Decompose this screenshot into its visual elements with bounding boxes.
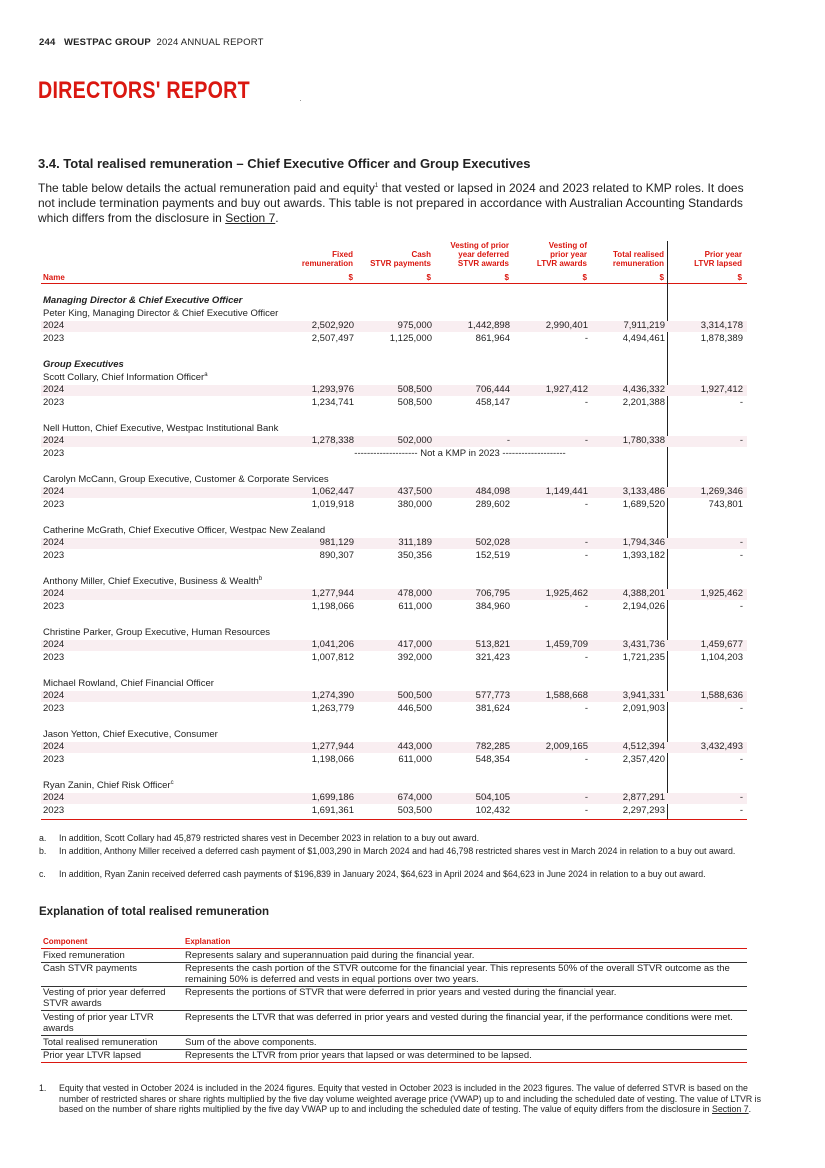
- value-cell: 508,500: [397, 397, 432, 408]
- value-cell: 2,507,497: [311, 333, 354, 344]
- table-row: [43, 741, 748, 753]
- value-cell: 443,000: [397, 741, 432, 752]
- value-cell: 1,263,779: [311, 703, 354, 714]
- value-cell: 1,019,918: [311, 499, 354, 510]
- explanation-header-rule: [41, 948, 747, 949]
- value-cell: 380,000: [397, 499, 432, 510]
- value-cell: -: [584, 333, 588, 344]
- value-cell: -: [739, 537, 743, 548]
- value-cell: 1,125,000: [389, 333, 432, 344]
- person-name: Carolyn McCann, Group Executive, Customer & Corporate Services: [43, 474, 329, 485]
- table-row: [43, 486, 748, 498]
- value-cell: 706,444: [475, 384, 510, 395]
- value-cell: 706,795: [475, 588, 510, 599]
- value-cell: 2,009,165: [545, 741, 588, 752]
- year-cell: 2023: [43, 499, 65, 510]
- value-cell: 437,500: [397, 486, 432, 497]
- table-row: [43, 384, 748, 396]
- component-column-header: Component: [43, 937, 88, 946]
- value-cell: 1,062,447: [311, 486, 354, 497]
- year-cell: 2024: [43, 690, 65, 701]
- value-cell: -: [739, 754, 743, 765]
- explanation-text: Represents the cash portion of the STVR outcome for the financial year. This represents 50% of the overall STVR outcome as the remaining 50% is deferred and vests in equal portions over two years.: [185, 963, 730, 985]
- year-cell: 2024: [43, 639, 65, 650]
- year-cell: 2024: [43, 792, 65, 803]
- value-cell: 321,423: [475, 652, 510, 663]
- person-name: Nell Hutton, Chief Executive, Westpac Institutional Bank: [43, 423, 279, 434]
- year-cell: 2023: [43, 652, 65, 663]
- footnote-section-7-link[interactable]: Section 7: [711, 1104, 749, 1114]
- value-cell: 417,000: [397, 639, 432, 650]
- explanation-component: Prior year LTVR lapsed: [43, 1050, 142, 1061]
- value-cell: 1,699,186: [311, 792, 354, 803]
- value-cell: 1,878,389: [700, 333, 743, 344]
- value-cell: 508,500: [397, 384, 432, 395]
- value-cell: 2,990,401: [545, 320, 588, 331]
- value-cell: -: [739, 703, 743, 714]
- value-cell: 1,459,677: [700, 639, 743, 650]
- year-cell: 2023: [43, 397, 65, 408]
- value-cell: 975,000: [397, 320, 432, 331]
- value-cell: 1,588,668: [545, 690, 588, 701]
- note-text: In addition, Ryan Zanin received deferred cash payments of $196,839 in January 2024, $64,623 in April 2024 and $64,623 in June 2024 in relation to a buy out award.: [59, 869, 706, 879]
- column-header: Cash STVR payments: [370, 250, 431, 268]
- page-title: DIRECTORS' REPORT: [38, 77, 250, 104]
- value-cell: 1,198,066: [311, 601, 354, 612]
- value-cell: -: [739, 792, 743, 803]
- value-cell: -: [739, 805, 743, 816]
- value-cell: 861,964: [475, 333, 510, 344]
- value-cell: -: [584, 792, 588, 803]
- table-row: [43, 397, 748, 409]
- column-unit: $: [737, 273, 742, 282]
- year-cell: 2023: [43, 333, 65, 344]
- note-label: b.: [39, 846, 47, 856]
- value-cell: -: [506, 435, 510, 446]
- value-cell: 1,293,976: [311, 384, 354, 395]
- table-row: [43, 537, 748, 549]
- value-cell: 1,927,412: [545, 384, 588, 395]
- table-row: [43, 320, 748, 332]
- note-label: c.: [39, 869, 46, 879]
- value-cell: 1,041,206: [311, 639, 354, 650]
- value-cell: 2,877,291: [622, 792, 665, 803]
- table-row: [43, 652, 748, 664]
- section-label-md: Managing Director & Chief Executive Officer: [43, 295, 243, 306]
- footnote-text: Equity that vested in October 2024 is included in the 2024 figures. Equity that vested in October 2023 is included in the 2023 figures. The value of deferred STVR is based on the number of restricted shares or share rights multiplied by the five day volume weighted average price (VWAP) up to and including the scheduled date of vesting. The value of LTVR is based on the number of share rights multiplied by the five day VWAP up to and including the scheduled date of testing. The value of equity differs from the disclosure in Section 7.: [59, 1083, 762, 1114]
- value-cell: 513,821: [475, 639, 510, 650]
- document-name: 2024 ANNUAL REPORT: [156, 37, 264, 48]
- value-cell: 1,007,812: [311, 652, 354, 663]
- explanation-component: Vesting of prior year deferred STVR awards: [43, 987, 166, 1009]
- explanation-text: Sum of the above components.: [185, 1037, 317, 1048]
- value-cell: 1,780,338: [622, 435, 665, 446]
- value-cell: 1,588,636: [700, 690, 743, 701]
- value-cell: 1,691,361: [311, 805, 354, 816]
- value-cell: 289,602: [475, 499, 510, 510]
- value-cell: 611,000: [398, 601, 432, 612]
- person-name: Christine Parker, Group Executive, Human Resources: [43, 627, 271, 638]
- year-cell: 2024: [43, 486, 65, 497]
- person-name: Scott Collary, Chief Information Officer$^a$: [43, 371, 208, 383]
- year-cell: 2024: [43, 741, 65, 752]
- value-cell: -: [584, 435, 588, 446]
- value-cell: 3,314,178: [700, 320, 743, 331]
- year-cell: 2024: [43, 537, 65, 548]
- explanation-row-rule: [41, 1062, 747, 1063]
- value-cell: 2,502,920: [311, 320, 354, 331]
- value-cell: 502,000: [397, 435, 432, 446]
- value-cell: 1,689,520: [622, 499, 665, 510]
- column-header: Vesting of prior year deferred STVR awards: [450, 241, 509, 268]
- value-cell: 3,432,493: [700, 741, 743, 752]
- section-heading: 3.4. Total realised remuneration – Chief Executive Officer and Group Executives: [38, 156, 531, 171]
- value-cell: 4,388,201: [622, 588, 665, 599]
- value-cell: 1,274,390: [311, 690, 354, 701]
- table-row: [43, 588, 748, 600]
- year-cell: 2023: [43, 754, 65, 765]
- table-row: [43, 435, 748, 447]
- value-cell: 102,432: [475, 805, 510, 816]
- value-cell: 1,149,441: [545, 486, 588, 497]
- note-label: a.: [39, 833, 47, 843]
- explanation-text: Represents the LTVR that was deferred in prior years and vested during the financial year, if the performance conditions were met.: [185, 1012, 733, 1023]
- year-cell: 2023: [43, 703, 65, 714]
- value-cell: 1,277,944: [311, 588, 354, 599]
- year-cell: 2024: [43, 384, 65, 395]
- year-cell: 2023: [43, 550, 65, 561]
- value-cell: 7,911,219: [623, 320, 665, 331]
- value-cell: 1,278,338: [311, 435, 354, 446]
- person-name: Anthony Miller, Chief Executive, Business & Wealth$^b$: [43, 575, 263, 587]
- table-row: [43, 499, 748, 511]
- year-cell: 2024: [43, 435, 65, 446]
- person-name: Ryan Zanin, Chief Risk Officer$^c$: [43, 779, 174, 791]
- value-cell: -: [739, 397, 743, 408]
- explanation-column-header: Explanation: [185, 937, 231, 946]
- value-cell: -: [584, 703, 588, 714]
- value-cell: 1,277,944: [311, 741, 354, 752]
- header-rule: [41, 283, 747, 284]
- value-cell: 1,721,235: [622, 652, 665, 663]
- value-cell: 2,201,388: [622, 397, 665, 408]
- value-cell: 381,624: [475, 703, 510, 714]
- value-cell: 548,354: [475, 754, 510, 765]
- value-cell: 1,459,709: [545, 639, 588, 650]
- value-cell: 890,307: [319, 550, 354, 561]
- table-row: [43, 639, 748, 651]
- explanation-row-rule: [41, 1010, 747, 1011]
- value-cell: 502,028: [475, 537, 510, 548]
- year-cell: 2023: [43, 601, 65, 612]
- value-cell: 1,927,412: [700, 384, 743, 395]
- year-cell: 2023: [43, 448, 65, 459]
- value-cell: -: [584, 754, 588, 765]
- section-label-group-executives: Group Executives: [43, 359, 124, 370]
- explanation-text: Represents the LTVR from prior years that lapsed or was determined to be lapsed.: [185, 1050, 532, 1061]
- value-cell: 1,794,346: [622, 537, 665, 548]
- value-cell: 478,000: [397, 588, 432, 599]
- value-cell: 1,104,203: [700, 652, 743, 663]
- value-cell: 4,512,394: [622, 741, 665, 752]
- year-cell: 2024: [43, 320, 65, 331]
- value-cell: 577,773: [475, 690, 510, 701]
- value-cell: -: [584, 805, 588, 816]
- table-row: [43, 703, 748, 715]
- value-cell: 484,098: [475, 486, 510, 497]
- value-cell: 1,925,462: [545, 588, 588, 599]
- person-name: Catherine McGrath, Chief Executive Officer, Westpac New Zealand: [43, 525, 326, 536]
- value-cell: 2,297,293: [622, 805, 665, 816]
- table-row: [43, 805, 748, 817]
- value-cell: -: [584, 499, 588, 510]
- decorative-dot: [300, 100, 301, 101]
- value-cell: -: [584, 537, 588, 548]
- column-unit: $: [426, 273, 431, 282]
- explanation-text: Represents the portions of STVR that were deferred in prior years and vested during the financial year.: [185, 987, 617, 998]
- value-cell: 458,147: [475, 397, 510, 408]
- explanation-component: Vesting of prior year LTVR awards: [43, 1012, 154, 1034]
- name-column-header: Name: [43, 273, 65, 282]
- value-cell: 1,442,898: [467, 320, 510, 331]
- column-unit: $: [582, 273, 587, 282]
- value-cell: 1,393,182: [622, 550, 665, 561]
- value-cell: 384,960: [475, 601, 510, 612]
- value-cell: 2,357,420: [622, 754, 665, 765]
- value-cell: -: [584, 550, 588, 561]
- explanation-text: Represents salary and superannuation paid during the financial year.: [185, 950, 475, 961]
- value-cell: 2,194,026: [622, 601, 665, 612]
- value-cell: 2,091,903: [622, 703, 665, 714]
- value-cell: 500,500: [397, 690, 432, 701]
- explanation-component: Total realised remuneration: [43, 1037, 158, 1048]
- table-row: [43, 333, 748, 345]
- value-cell: 503,500: [397, 805, 432, 816]
- table-row: [43, 690, 748, 702]
- column-header: Vesting of prior year LTVR awards: [536, 241, 587, 268]
- note-text: In addition, Scott Collary had 45,879 restricted shares vest in December 2023 in relation to a buy out award.: [59, 833, 480, 843]
- value-cell: 1,269,346: [700, 486, 743, 497]
- table-row: [43, 792, 748, 804]
- value-cell: 504,105: [475, 792, 510, 803]
- value-cell: 674,000: [397, 792, 432, 803]
- section-7-link[interactable]: Section 7: [225, 211, 276, 225]
- value-cell: 152,519: [475, 550, 510, 561]
- table-row: [43, 550, 748, 562]
- value-cell: 392,000: [397, 652, 432, 663]
- page-number: 244: [39, 37, 56, 48]
- explanation-row-rule: [41, 1035, 747, 1036]
- value-cell: -: [584, 652, 588, 663]
- value-cell: 611,000: [398, 754, 432, 765]
- table-row: [43, 601, 748, 613]
- column-header: Prior year LTVR lapsed: [694, 250, 742, 268]
- explanation-component: Fixed remuneration: [43, 950, 125, 961]
- value-cell: -: [739, 435, 743, 446]
- value-cell: 743,801: [708, 499, 743, 510]
- year-cell: 2024: [43, 588, 65, 599]
- value-cell: 4,436,332: [622, 384, 665, 395]
- value-cell: 3,133,486: [622, 486, 665, 497]
- person-name: Peter King, Managing Director & Chief Executive Officer: [43, 308, 279, 319]
- column-header: Total realised remuneration: [612, 250, 664, 268]
- brand-name: WESTPAC GROUP: [63, 37, 151, 48]
- table-row: [43, 754, 748, 766]
- table-bottom-rule: [41, 819, 747, 820]
- explanation-heading: Explanation of total realised remuneration: [39, 906, 270, 918]
- note-text: In addition, Anthony Miller received a deferred cash payment of $1,003,290 in March 2024 and had 46,798 restricted shares vest in March 2024 in relation to a buy out award.: [59, 846, 736, 856]
- value-cell: -: [584, 397, 588, 408]
- not-kmp-note: -------------------- Not a KMP in 2023 --------------------: [354, 448, 566, 459]
- column-unit: $: [504, 273, 509, 282]
- value-cell: 311,189: [398, 537, 432, 548]
- explanation-component: Cash STVR payments: [43, 963, 137, 974]
- value-cell: -: [584, 601, 588, 612]
- value-cell: 446,500: [397, 703, 432, 714]
- value-cell: 981,129: [319, 537, 354, 548]
- value-cell: 1,925,462: [700, 588, 743, 599]
- page-header: [39, 37, 264, 48]
- column-header: Fixed remuneration: [301, 250, 353, 268]
- value-cell: 350,356: [397, 550, 432, 561]
- value-cell: -: [739, 601, 743, 612]
- value-cell: 1,198,066: [311, 754, 354, 765]
- person-name: Michael Rowland, Chief Financial Officer: [43, 678, 214, 689]
- intro-paragraph: The table below details the actual remuneration paid and equity$^1$ that vested or lapsed in 2024 and 2023 related to KMP roles. It does not include termination payments and buy out awards. This table is not prepared in accordance with Australian Accounting Standards which differs from the disclosure in Section 7.: [38, 181, 744, 225]
- value-cell: 3,941,331: [622, 690, 665, 701]
- column-unit: $: [348, 273, 353, 282]
- value-cell: -: [739, 550, 743, 561]
- column-unit: $: [659, 273, 664, 282]
- value-cell: 3,431,736: [622, 639, 665, 650]
- value-cell: 4,494,461: [622, 333, 665, 344]
- person-name: Jason Yetton, Chief Executive, Consumer: [43, 729, 218, 740]
- year-cell: 2023: [43, 805, 65, 816]
- value-cell: 1,234,741: [311, 397, 354, 408]
- value-cell: 782,285: [475, 741, 510, 752]
- footnote-label: 1.: [39, 1083, 47, 1093]
